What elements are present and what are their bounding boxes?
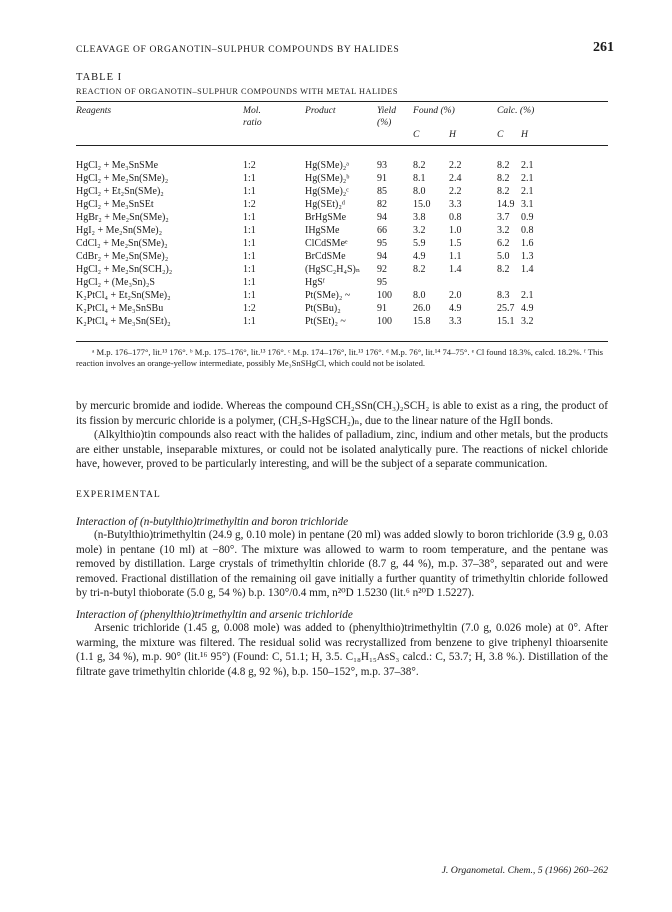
cell-found-c: 8.0: [413, 186, 426, 197]
cell-yield: 100: [377, 316, 392, 327]
subsection-heading-arsenic: Interaction of (phenylthio)trimethyltin and arsenic trichloride: [76, 608, 353, 621]
cell-found-c: [413, 276, 449, 289]
cell-found-h: 2.4: [449, 173, 462, 184]
cell-product: IHgSMe: [305, 225, 340, 236]
cell-found-c: 8.2: [413, 160, 426, 171]
cell-yield: 92: [377, 264, 387, 275]
cell-reagents: CdBr₂ + Me₂Sn(SMe)₂: [76, 251, 169, 262]
cell-found-h: 3.3: [449, 199, 462, 210]
table-row: [76, 224, 608, 237]
cell-found-c: 15.8: [413, 316, 431, 327]
cell-reagents: K₂PtCl₄ + Et₂Sn(SMe)₂: [76, 290, 171, 301]
main-text: [76, 399, 608, 472]
cell-found-h: 2.0: [449, 290, 462, 301]
cell-calc-c: 8.2: [497, 160, 510, 171]
table-row: [76, 211, 608, 224]
cell-product: (HgSC₂H₄S)ₙ: [305, 264, 361, 275]
cell-reagents: HgCl₂ + Me₂Sn(SMe)₂: [76, 173, 169, 184]
col-product: Product: [305, 105, 336, 116]
cell-found-c: 8.0: [413, 290, 426, 301]
col-calc-c: C: [497, 129, 504, 140]
table-row: [76, 198, 608, 211]
cell-product: BrHgSMe: [305, 212, 347, 223]
cell-product: Hg(SMe)₂ᵃ: [305, 160, 349, 171]
cell-reagents: HgBr₂ + Me₂Sn(SMe)₂: [76, 212, 169, 223]
cell-product: Pt(SMe)₂ ~: [305, 290, 351, 301]
cell-mol-ratio: 1:1: [243, 225, 256, 236]
cell-reagents: K₂PtCl₄ + Me₃SnSBu: [76, 303, 164, 314]
cell-found-c: 8.2: [413, 264, 426, 275]
col-calc-h: H: [521, 129, 528, 140]
table-row: [76, 315, 608, 328]
table-row: [76, 276, 608, 289]
table-row: [76, 289, 608, 302]
cell-found-c: 3.8: [413, 212, 426, 223]
table-row: [76, 185, 608, 198]
cell-calc-c: 14.9: [497, 199, 515, 210]
journal-page: [76, 38, 614, 876]
cell-yield: 85: [377, 186, 387, 197]
cell-mol-ratio: 1:2: [243, 303, 256, 314]
section-heading-experimental: EXPERIMENTAL: [76, 488, 161, 500]
cell-reagents: HgCl₂ + Me₃SnSMe: [76, 160, 159, 171]
cell-yield: 94: [377, 251, 387, 262]
col-found: Found (%): [413, 105, 455, 116]
cell-calc-c: [497, 276, 521, 289]
cell-calc-h: 1.6: [521, 238, 534, 249]
paragraph-continuation: by mercuric bromide and iodide. Whereas the compound CH₂SSn(CH₃)₂SCH₂ is able to exist as a ring, the product of its fission by mercuric chloride is a polymer, (CH₂S-HgSCH₂)ₙ, due to the linear nature of the HgII bonds.: [76, 400, 608, 427]
cell-mol-ratio: 1:1: [243, 238, 256, 249]
cell-found-h: 1.5: [449, 238, 462, 249]
cell-found-h: 4.9: [449, 303, 462, 314]
cell-mol-ratio: 1:2: [243, 160, 256, 171]
table-footnotes: ᵃ M.p. 176–177°, lit.¹³ 176°. ᵇ M.p. 175–176°, lit.¹³ 176°. ᶜ M.p. 174–176°, lit.¹³ 176°. ᵈ M.p. 76°, lit.¹⁴ 74–75°. ᵉ Cl found 18.3%, calcd. 18.2%. ᶠ This reaction involves an orange-yellow intermediate, possibly Me₃SnSHgCl, which could not be isolated.: [76, 347, 604, 368]
cell-reagents: HgI₂ + Me₂Sn(SMe)₂: [76, 225, 163, 236]
col-reagents: Reagents: [76, 105, 112, 116]
cell-found-c: 15.0: [413, 199, 431, 210]
running-header: [76, 38, 614, 58]
cell-mol-ratio: 1:1: [243, 212, 256, 223]
col-yield-line1: Yield: [377, 105, 397, 116]
cell-product: Hg(SEt)₂ᵈ: [305, 199, 345, 210]
cell-found-h: 2.2: [449, 186, 462, 197]
cell-mol-ratio: 1:1: [243, 251, 256, 262]
page-number: 261: [593, 40, 614, 55]
cell-found-c: 3.2: [413, 225, 426, 236]
col-calc: Calc. (%): [497, 105, 535, 116]
cell-calc-c: 8.2: [497, 173, 510, 184]
cell-product: Hg(SMe)₂ᵇ: [305, 173, 350, 184]
cell-calc-h: 0.8: [521, 225, 534, 236]
cell-calc-c: 15.1: [497, 316, 515, 327]
cell-calc-h: 2.1: [521, 160, 534, 171]
reaction-table: [76, 102, 608, 341]
cell-found-h: 1.1: [449, 251, 462, 262]
journal-citation: J. Organometal. Chem., 5 (1966) 260–262: [441, 865, 608, 876]
col-yield: [377, 102, 413, 129]
col-mol-ratio-line2: ratio: [243, 117, 262, 128]
cell-reagents: HgCl₂ + (Me₃Sn)₂S: [76, 277, 155, 288]
col-yield-line2: (%): [377, 117, 392, 128]
cell-product: HgSᶠ: [305, 277, 325, 288]
reaction-table-body: [76, 146, 608, 342]
cell-reagents: CdCl₂ + Me₂Sn(SMe)₂: [76, 238, 168, 249]
cell-reagents: HgCl₂ + Me₂Sn(SCH₂)₂: [76, 264, 173, 275]
cell-found-c: 8.1: [413, 173, 426, 184]
cell-calc-h: 1.3: [521, 251, 534, 262]
cell-found-h: 1.0: [449, 225, 462, 236]
cell-found-h: 0.8: [449, 212, 462, 223]
cell-calc-h: [521, 276, 608, 289]
cell-calc-c: 6.2: [497, 238, 510, 249]
cell-yield: 95: [377, 238, 387, 249]
subsection-body-boron: [76, 528, 608, 601]
cell-calc-c: 8.2: [497, 264, 510, 275]
cell-calc-h: 1.4: [521, 264, 534, 275]
cell-product: Hg(SMe)₂ᶜ: [305, 186, 349, 197]
cell-found-c: 26.0: [413, 303, 431, 314]
cell-calc-h: 2.1: [521, 290, 534, 301]
col-mol-ratio: [243, 102, 305, 129]
cell-mol-ratio: 1:1: [243, 264, 256, 275]
cell-calc-h: 4.9: [521, 303, 534, 314]
col-found-c: C: [413, 129, 420, 140]
table-row: [76, 237, 608, 250]
cell-calc-c: 5.0: [497, 251, 510, 262]
cell-mol-ratio: 1:2: [243, 199, 256, 210]
table-row: [76, 263, 608, 276]
cell-yield: 94: [377, 212, 387, 223]
cell-found-c: 5.9: [413, 238, 426, 249]
cell-found-h: 1.4: [449, 264, 462, 275]
cell-reagents: K₂PtCl₄ + Me₃Sn(SEt)₂: [76, 316, 171, 327]
cell-calc-h: 3.1: [521, 199, 534, 210]
table-caption: REACTION OF ORGANOTIN–SULPHUR COMPOUNDS WITH METAL HALIDES: [76, 87, 398, 96]
cell-product: Pt(SBu)₂: [305, 303, 341, 314]
cell-found-c: 4.9: [413, 251, 426, 262]
cell-found-h: 2.2: [449, 160, 462, 171]
cell-calc-c: 25.7: [497, 303, 515, 314]
subsection-body-arsenic: [76, 621, 608, 679]
cell-product: ClCdSMeᵉ: [305, 238, 348, 249]
cell-reagents: HgCl₂ + Et₂Sn(SMe)₂: [76, 186, 164, 197]
running-title: CLEAVAGE OF ORGANOTIN–SULPHUR COMPOUNDS BY HALIDES: [76, 44, 400, 55]
table-row: [76, 250, 608, 263]
cell-reagents: HgCl₂ + Me₃SnSEt: [76, 199, 154, 210]
cell-calc-c: 3.2: [497, 225, 510, 236]
cell-calc-h: 3.2: [521, 316, 534, 327]
paragraph-boron: (n-Butylthio)trimethyltin (24.9 g, 0.10 mole) in pentane (20 ml) was added slowly to boron trichloride (3.9 g, 0.03 mole) in pentane (10 ml) at −80°. The mixture was allowed to warm to room temperature, and the pentane was removed by distillation. Large crystals of trimethyltin chloride (8.7 g, 44 %), m.p. 37–38°, separated out and were removed. Fractional distillation of the remaining oil gave initially a further quantity of trimethyltin chloride followed by tri-n-butyl thioborate (5.0 g, 54 %) b.p. 130°/0.4 mm, n²⁰D 1.5230 (lit.⁶ n²⁰D 1.5227).: [76, 528, 608, 600]
table-row: [76, 172, 608, 185]
cell-calc-h: 2.1: [521, 186, 534, 197]
cell-yield: 91: [377, 303, 387, 314]
cell-found-h: 3.3: [449, 316, 462, 327]
cell-mol-ratio: 1:1: [243, 290, 256, 301]
paragraph-alkylthiotin: (Alkylthio)tin compounds also react with the halides of palladium, zinc, indium and other metals, but the products are either unstable, inseparable mixtures, or could not be isolated analytically pure. The reactions of nickel chloride have, however, proved to be particularly interesting, and will be the subject of a separate communication.: [76, 429, 608, 471]
col-mol-ratio-line1: Mol.: [243, 105, 261, 116]
cell-mol-ratio: 1:1: [243, 316, 256, 327]
cell-calc-h: 2.1: [521, 173, 534, 184]
table-row: [76, 302, 608, 315]
cell-yield: 82: [377, 199, 387, 210]
cell-mol-ratio: 1:1: [243, 173, 256, 184]
cell-yield: 100: [377, 290, 392, 301]
table-label: TABLE I: [76, 72, 123, 83]
cell-product: Pt(SEt)₂ ~: [305, 316, 346, 327]
cell-yield: 66: [377, 225, 387, 236]
cell-yield: 95: [377, 277, 387, 288]
cell-product: BrCdSMe: [305, 251, 346, 262]
cell-calc-c: 3.7: [497, 212, 510, 223]
paragraph-arsenic: Arsenic trichloride (1.45 g, 0.008 mole) was added to (phenylthio)trimethyltin (7.0 g, 0.026 mole) at 0°. After warming, the mixture was filtered. The residual solid was recrystallized from benzene to give triphenyl thioarsenite (1.1 g, 34 %), m.p. 90° (lit.¹⁶ 95°) (Found: C, 51.1; H, 3.5. C₁₈H₁₅AsS₃ calcd.: C, 53.7; H, 3.8 %.). Distillation of the filtrate gave trimethyltin chloride (4.8 g, 92 %), b.p. 150–152°, m.p. 37–38°.: [76, 621, 608, 678]
cell-mol-ratio: 1:1: [243, 277, 256, 288]
cell-mol-ratio: 1:1: [243, 186, 256, 197]
cell-calc-c: 8.3: [497, 290, 510, 301]
subsection-heading-boron: Interaction of (n-butylthio)trimethyltin and boron trichloride: [76, 515, 349, 528]
cell-calc-h: 0.9: [521, 212, 534, 223]
cell-yield: 93: [377, 160, 387, 171]
col-found-h: H: [449, 129, 456, 140]
cell-calc-c: 8.2: [497, 186, 510, 197]
table-bottom-rule: [76, 341, 608, 342]
cell-found-h: [449, 276, 497, 289]
table-row: [76, 159, 608, 172]
cell-yield: 91: [377, 173, 387, 184]
